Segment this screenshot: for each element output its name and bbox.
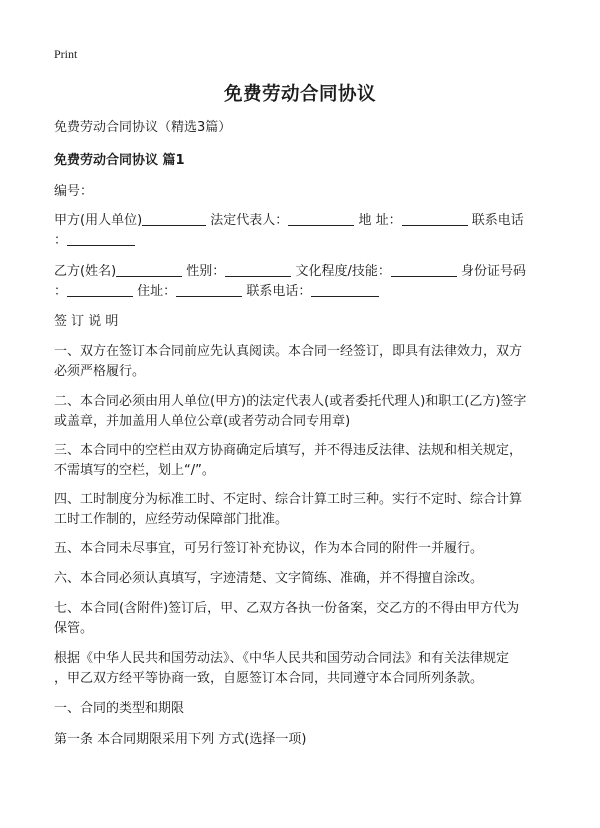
note-2-line-2: 或盖章，并加盖用人单位公章(或者劳动合同专用章) [54,414,351,429]
party-a-line-cont [54,230,552,252]
document-title: 免费劳动合同协议 [223,84,376,105]
party-a-label: 甲方(用人单位) [54,213,143,228]
party-b-address-field[interactable] [176,282,242,297]
party-a-name-field[interactable] [142,211,206,226]
party-a-address-field[interactable] [402,211,468,226]
print-link[interactable]: Print [54,47,78,61]
party-b-label: 乙方(姓名) [54,264,117,279]
colon: ： [54,284,68,299]
note-2-line-1: 二、本合同必须由用人单位(甲方)的法定代表人(或者委托代理人)和职工(乙方)签字 [54,394,527,409]
note-8-line-1: 根据《中华人民共和国劳动法》、《中华人民共和国劳动合同法》和有关法律规定 [54,651,510,666]
note-8-line-2: ，甲乙双方经平等协商一致，自愿签订本合同，共同遵守本合同所列条款。 [54,671,484,686]
party-a-rep-field[interactable] [288,211,354,226]
party-a-address-label: 地 址： [358,213,402,228]
note-4-line-1: 四、工时制度分为标准工时、不定时、综合计算工时三种。实行不定时、综合计算 [54,492,523,507]
party-b-id-label: 身份证号码 [460,264,526,279]
note-1-line-1: 一、双方在签订本合同前应先认真阅读。本合同一经签订，即具有法律效力，双方 [54,344,523,359]
notes-heading: 签 订 说 明 [54,314,119,329]
party-b-gender-label: 性别： [186,264,226,279]
note-7-line-1: 七、本合同(含附件)签订后，甲、乙双方各执一份备案，交乙方的不得由甲方代为 [54,601,520,616]
note-4-line-2: 工时工作制的，应经劳动保障部门批准。 [54,512,289,527]
party-b-education-field[interactable] [391,262,457,277]
party-b-phone-label: 联系电话： [246,284,312,299]
note-1-line-2: 必须严格履行。 [54,364,146,379]
party-a-rep-label: 法定代表人： [210,213,289,228]
party-a-phone-field[interactable] [67,231,135,246]
party-b-phone-field[interactable] [311,282,379,297]
party-b-name-field[interactable] [116,262,182,277]
document-subtitle: 免费劳动合同协议（精选3篇） [54,120,232,135]
party-b-line-cont [54,281,552,303]
party-b-address-label: 住址： [137,284,177,299]
party-b-line [54,261,552,283]
colon: ： [54,233,68,248]
note-6: 六、本合同必须认真填写，字迹清楚、文字简练、准确，并不得擅自涂改。 [54,571,484,586]
note-3-line-2: 不需填写的空栏，划上“/”。 [54,463,215,478]
note-5: 五、本合同未尽事宜，可另行签订补充协议，作为本合同的附件一并履行。 [54,541,484,556]
party-a-line [54,210,552,232]
serial-label: 编号： [54,184,94,199]
party-a-phone-label: 联系电话 [471,213,524,228]
article-1: 第一条 本合同期限采用下列 方式(选择一项) [54,732,307,747]
section-heading: 免费劳动合同协议 篇1 [54,153,185,168]
note-7-line-2: 保管。 [54,621,94,636]
chapter-1-heading: 一、合同的类型和期限 [54,701,185,716]
party-b-id-field[interactable] [67,282,133,297]
party-b-gender-field[interactable] [225,262,291,277]
party-b-education-label: 文化程度/技能： [295,264,391,279]
note-3-line-1: 三、本合同中的空栏由双方协商确定后填写，并不得违反法律、法规和相关规定， [54,443,523,458]
